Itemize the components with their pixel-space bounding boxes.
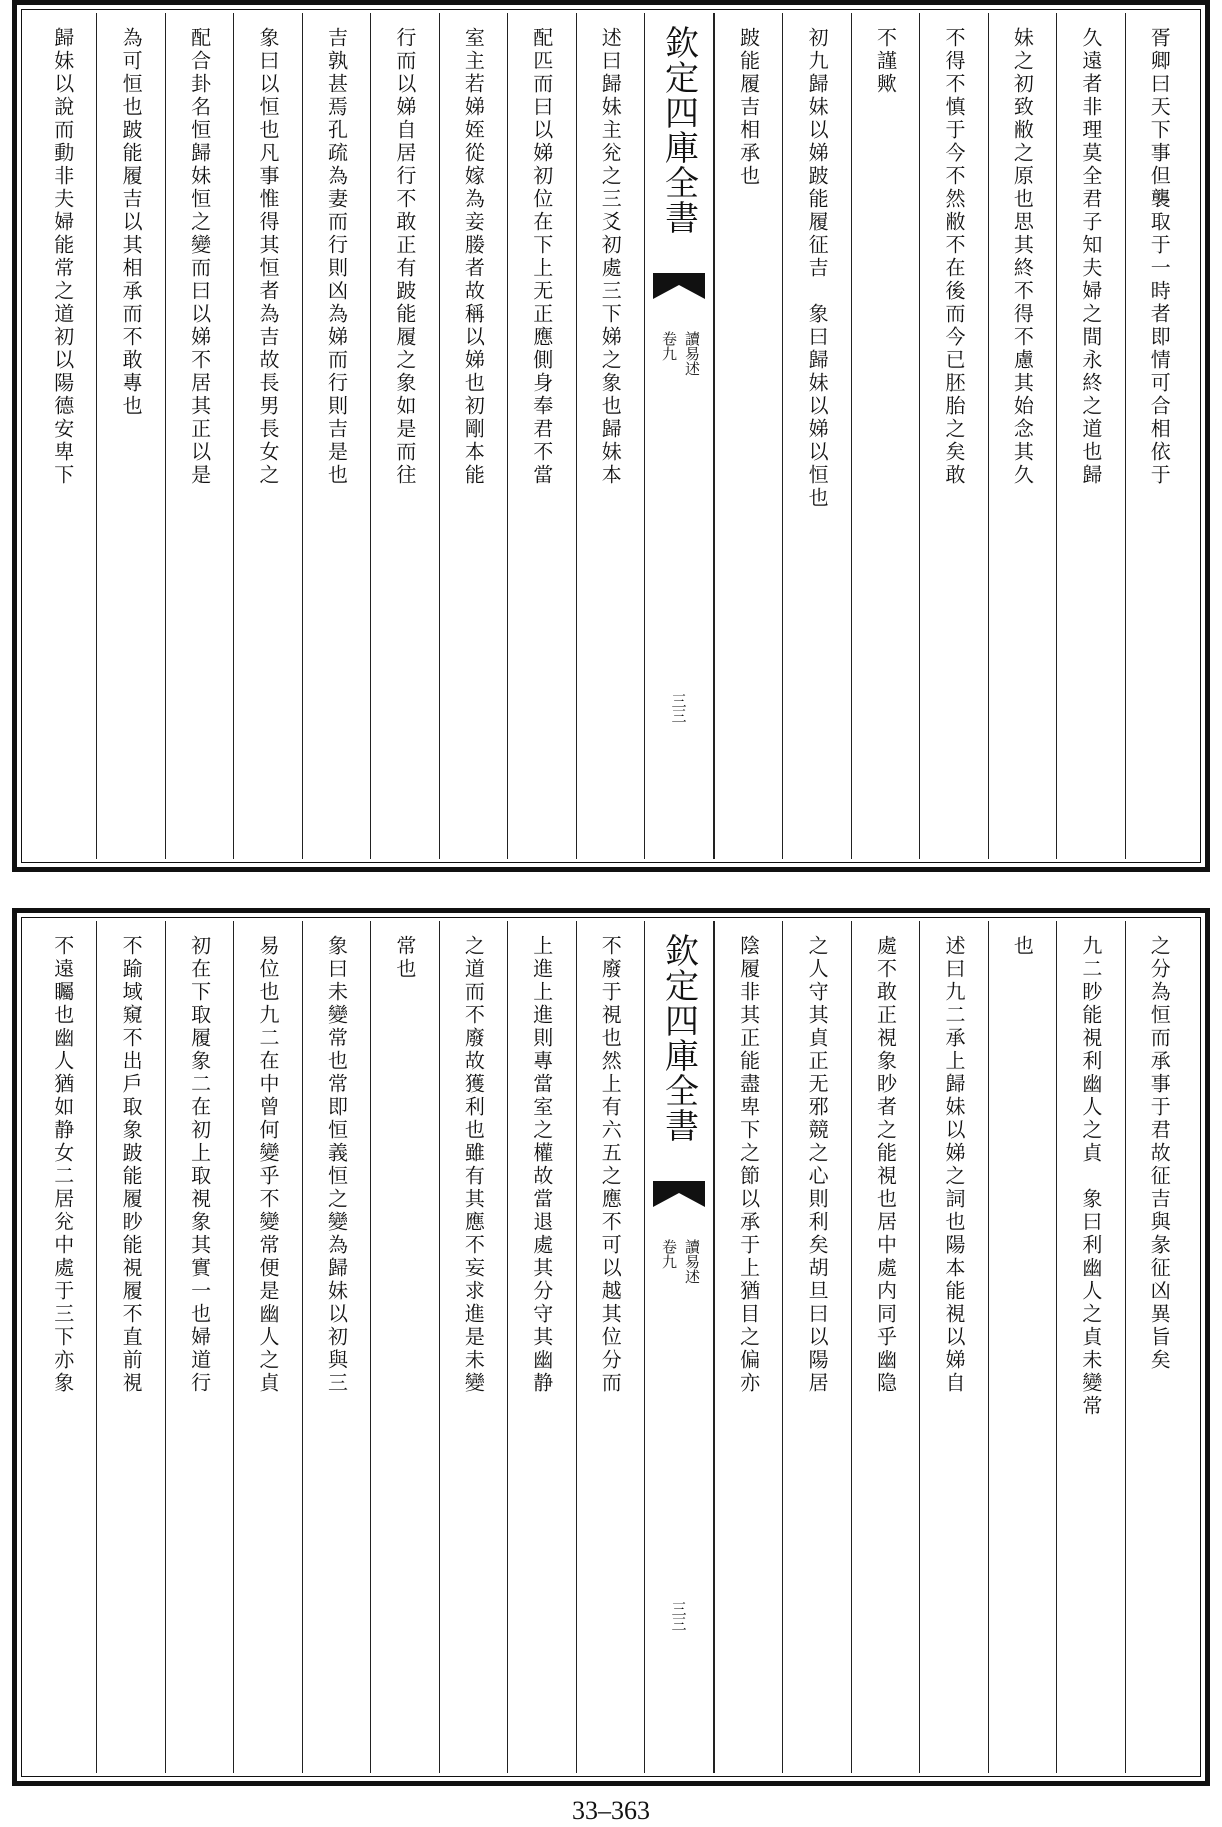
column-text: 妹之初致敝之原也思其終不得不慮其始念其久 <box>1010 27 1035 487</box>
center-subtitle <box>659 331 703 376</box>
text-column <box>1125 13 1193 859</box>
column-text: 上進上進則專當室之權故當退處其分守其幽静 <box>529 935 554 1395</box>
column-text: 述曰歸妹主兊之三爻初處三下娣之象也歸妹本 <box>598 27 623 487</box>
text-column <box>507 13 575 859</box>
text-column <box>370 13 438 859</box>
text-column <box>439 13 507 859</box>
text-column <box>1125 921 1193 1773</box>
text-column <box>576 921 644 1773</box>
text-column <box>919 13 987 859</box>
column-text: 之道而不廢故獲利也雖有其應不妄求進是未變 <box>461 935 486 1395</box>
column-text: 不廢于視也然上有六五之應不可以越其位分而 <box>598 935 623 1395</box>
text-column <box>96 13 164 859</box>
center-fold-column <box>644 921 714 1773</box>
bottom-page-panel <box>12 908 1210 1786</box>
text-column <box>782 13 850 859</box>
column-text: 陰履非其正能盡卑下之節以承于上猶目之偏亦 <box>736 935 761 1395</box>
column-text: 述曰九二承上歸妹以娣之詞也陽本能視以娣自 <box>941 935 966 1395</box>
fishtail-mark-icon <box>653 273 705 299</box>
text-column <box>29 921 96 1773</box>
text-column <box>782 921 850 1773</box>
top-columns <box>29 13 1193 859</box>
page-number: 三三 <box>669 1601 688 1631</box>
center-subtitle <box>659 1239 703 1284</box>
text-column <box>988 13 1056 859</box>
work-title: 讀易述 <box>682 331 701 376</box>
text-column <box>507 921 575 1773</box>
column-text: 不謹歟 <box>873 27 898 96</box>
column-text: 跛能履吉相承也 <box>736 27 761 188</box>
column-text: 象曰未變常也常即恒義恒之變為歸妹以初與三 <box>324 935 349 1395</box>
text-column <box>165 13 233 859</box>
book-title: 欽定四庫全書 <box>658 25 699 235</box>
folio-number: 33–363 <box>572 1796 650 1825</box>
column-text: 易位也九二在中曾何變乎不變常便是幽人之貞 <box>256 935 281 1395</box>
column-text: 配匹而曰以娣初位在下上无正應側身奉君不當 <box>529 27 554 487</box>
text-column <box>919 921 987 1773</box>
column-text: 為可恒也跛能履吉以其相承而不敢專也 <box>119 27 144 418</box>
column-text: 室主若娣姪從嫁為妾媵者故稱以娣也初剛本能 <box>461 27 486 487</box>
bottom-columns <box>29 921 1193 1773</box>
column-text: 初九歸妹以娣跛能履征吉 象曰歸妹以娣以恒也 <box>805 27 830 510</box>
text-column <box>988 921 1056 1773</box>
text-column <box>370 921 438 1773</box>
text-column <box>576 13 644 859</box>
column-text: 吉孰甚焉孔疏為妻而行則凶為娣而行則吉是也 <box>324 27 349 487</box>
text-column <box>96 921 164 1773</box>
column-text: 之人守其貞正无邪競之心則利矣胡旦曰以陽居 <box>805 935 830 1395</box>
work-title: 讀易述 <box>682 1239 701 1284</box>
text-column <box>439 921 507 1773</box>
text-column <box>302 13 370 859</box>
page-number: 三三 <box>669 693 688 723</box>
text-column <box>233 921 301 1773</box>
fishtail-mark-icon <box>653 1181 705 1207</box>
text-column <box>29 13 96 859</box>
column-text: 歸妹以說而動非夫婦能常之道初以陽德安卑下 <box>50 27 75 487</box>
text-column <box>233 13 301 859</box>
column-text: 九二眇能視利幽人之貞 象曰利幽人之貞未變常 <box>1078 935 1103 1418</box>
column-text: 之分為恒而承事于君故征吉與彖征凶異旨矣 <box>1147 935 1172 1372</box>
text-column <box>302 921 370 1773</box>
text-column <box>1056 921 1124 1773</box>
column-text: 不踰域窺不出戶取象跛能履眇能視履不直前視 <box>119 935 144 1395</box>
text-column <box>165 921 233 1773</box>
column-text: 初在下取履象二在初上取視象其實一也婦道行 <box>187 935 212 1395</box>
column-text: 不遠矚也幽人猶如静女二居兊中處于三下亦象 <box>50 935 75 1395</box>
center-fold-column <box>644 13 714 859</box>
column-text: 常也 <box>392 935 417 981</box>
column-text: 胥卿曰天下事但襲取于一時者即情可合相依于 <box>1147 27 1172 487</box>
column-text: 配合卦名恒歸妹恒之變而曰以娣不居其正以是 <box>187 27 212 487</box>
column-text: 不得不慎于今不然敝不在後而今已胚胎之矣敢 <box>941 27 966 487</box>
text-column <box>851 921 919 1773</box>
column-text: 行而以娣自居行不敢正有跛能履之象如是而往 <box>392 27 417 487</box>
column-text: 也 <box>1010 935 1035 958</box>
top-page-panel <box>12 0 1210 872</box>
text-column <box>1056 13 1124 859</box>
column-text: 象曰以恒也凡事惟得其恒者為吉故長男長女之 <box>256 27 281 487</box>
volume-label: 卷九 <box>659 331 678 361</box>
text-column <box>714 13 782 859</box>
text-column <box>851 13 919 859</box>
text-column <box>714 921 782 1773</box>
column-text: 處不敢正視象眇者之能視也居中處内同乎幽隐 <box>873 935 898 1395</box>
column-text: 久遠者非理莫全君子知夫婦之間永終之道也歸 <box>1078 27 1103 487</box>
volume-label: 卷九 <box>659 1239 678 1269</box>
book-title: 欽定四庫全書 <box>658 933 699 1143</box>
